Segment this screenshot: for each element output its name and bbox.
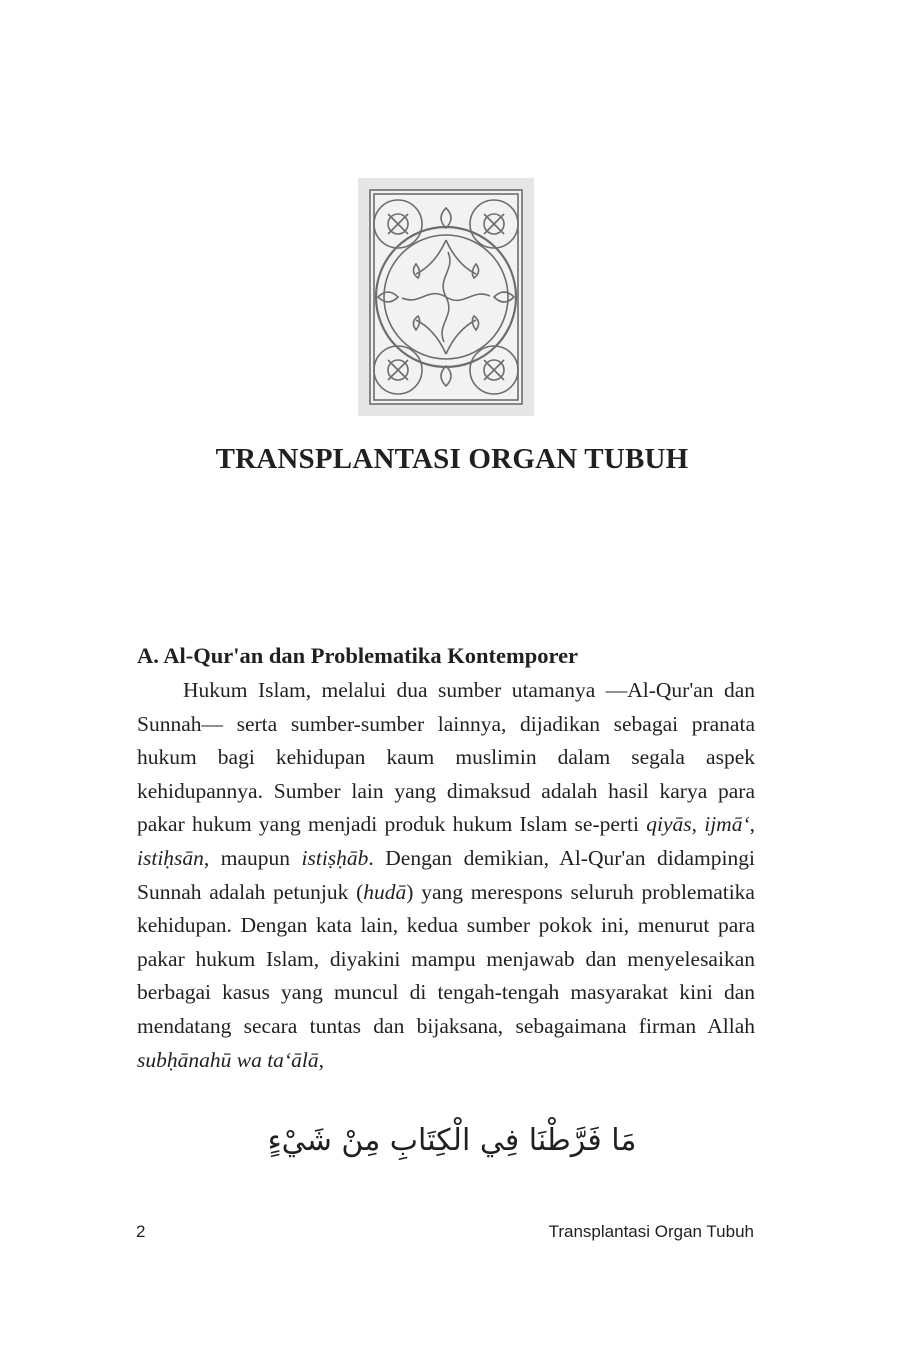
running-footer: Transplantasi Organ Tubuh xyxy=(548,1222,754,1241)
chapter-title: TRANSPLANTASI ORGAN TUBUH xyxy=(215,443,689,475)
section-heading: A. Al-Qur'an dan Problematika Kontemporer xyxy=(137,643,579,668)
term-qiyas: qiyās xyxy=(646,812,692,837)
term-istihsan: istiḥsān xyxy=(137,845,204,870)
paragraph-text: . Dengan demikian, Al-Qur'an didampingi Sunnah adalah petunjuk ( xyxy=(137,845,755,904)
term-ijma: ijmā‘ xyxy=(704,812,750,837)
page-number: 2 xyxy=(136,1222,146,1241)
term-istishab: istiṣḥāb xyxy=(301,845,369,870)
quran-verse: مَا فَرَّطْنَا فِي الْكِتَابِ مِنْ شَيْءٍ xyxy=(267,1123,637,1158)
term-subhanahu: subḥānahū wa ta‘ālā xyxy=(137,1047,319,1072)
body-paragraph: Hukum Islam, melalui dua sumber utamanya —Al-Qur'an dan Sunnah— serta sumber-sumber lainnya, dijadikan sebagai pranata hukum bagi kehidupan kaum muslimin dalam segala aspek kehidupannya. Sumber lain yang dimaksud adalah hasil karya para pakar hukum yang menjadi produk hukum Islam se-perti qiyās, ijmā‘, istiḥsān, maupun istiṣḥāb. Dengan demikian, Al-Qur'an didampingi Sunnah adalah petunjuk (hudā) yang merespons seluruh problematika kehidupan. Dengan kata lain, kedua sumber pokok ini, menurut para pakar hukum Islam, diyakini mampu menjawab dan menyelesaikan berbagai kasus yang muncul di tengah-tengah masyarakat kini dan mendatang secara tuntas dan bijaksana, sebagaimana firman Allah subḥānahū wa ta‘ālā, xyxy=(137,678,755,1072)
term-huda: hudā xyxy=(363,879,407,904)
paragraph-text: ) yang merespons seluruh problematika kehidupan. Dengan kata lain, kedua sumber pokok ini, menurut para pakar hukum Islam, diyakini mampu menjawab dan menyelesaikan berbagai kasus yang muncul di tengah-tengah masyarakat kini dan mendatang secara tuntas dan bijaksana, sebagaimana firman Allah xyxy=(137,879,755,1038)
decorative-ornament xyxy=(358,178,534,416)
paragraph-text: Hukum Islam, melalui dua sumber utamanya —Al-Qur'an dan Sunnah— serta sumber-sumber lainnya, dijadikan sebagai pranata hukum bagi kehidupan kaum muslimin dalam segala aspek kehidupannya. Sumber lain yang dimaksud adalah hasil karya para pakar hukum yang menjadi produk hukum Islam se-perti xyxy=(137,678,755,837)
